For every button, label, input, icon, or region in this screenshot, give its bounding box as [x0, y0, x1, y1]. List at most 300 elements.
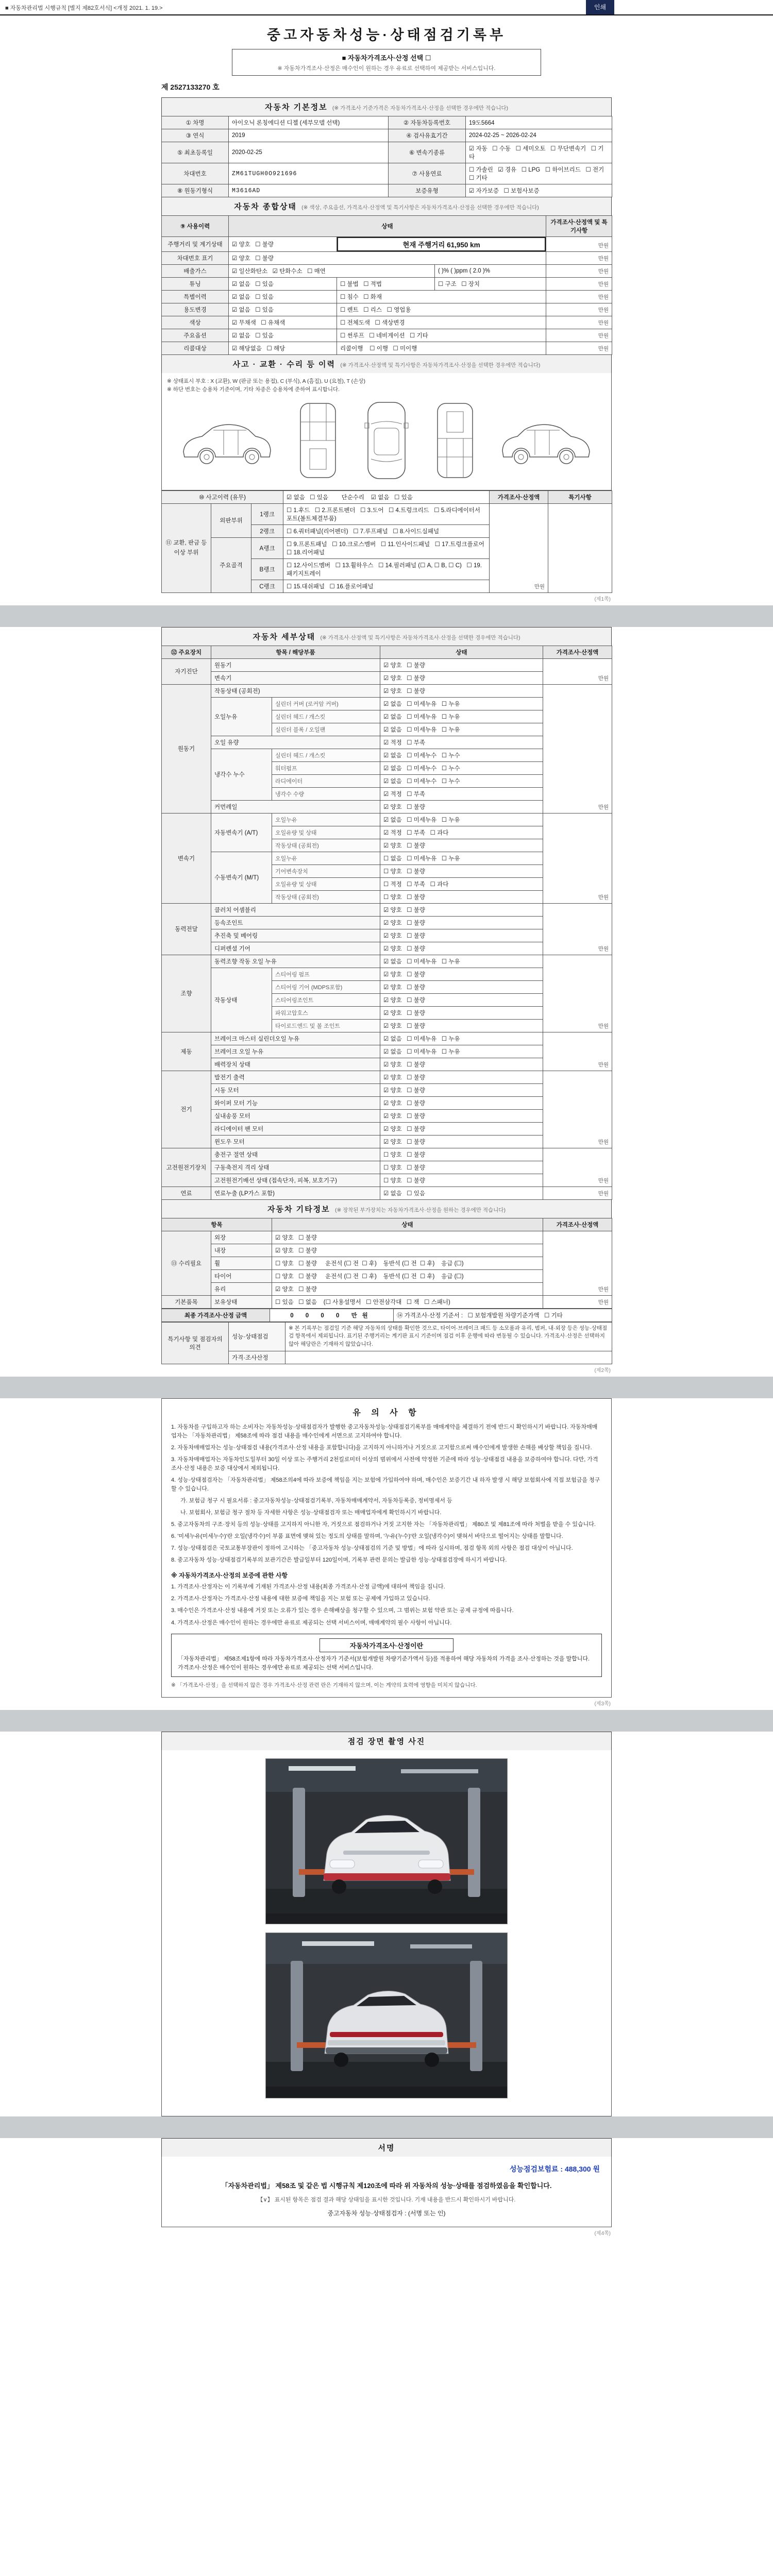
cell: 와이퍼 모터 기능	[211, 1096, 380, 1109]
section-title-detail	[161, 627, 612, 646]
etc-info-table	[161, 1218, 612, 1309]
notice-tail-note: ※ 「가격조사·산정」을 선택하지 않은 경우 가격조사·산정 관련 란은 기재하지 않으며, 이는 계약의 효력에 영향을 미치지 않습니다.	[171, 1682, 477, 1688]
cell: 만원	[546, 316, 612, 329]
checkbox-group[interactable]: ☑ 적정 ☐ 부족	[380, 736, 543, 749]
cell: 오일 유량	[211, 736, 380, 749]
checkbox-group[interactable]: ☐ 없음 ☐ 미세누유 ☐ 누유	[380, 852, 543, 865]
cell: 고전원전기장치	[162, 1148, 211, 1187]
inspection-photo-rear	[265, 1933, 508, 2098]
cell: 브레이크 마스터 실린더오일 누유	[211, 1032, 380, 1045]
cell: 최종 가격조사·산정 금액	[162, 1309, 270, 1321]
cell: ⑦ 사용연료	[389, 163, 466, 184]
section-title-note: (※ 장착된 부가장치는 자동차가격조사·산정을 원하는 경우에만 적습니다)	[335, 1207, 506, 1213]
inspection-record-page4	[161, 1732, 612, 2116]
notice-sub-item: 4. 가격조사·산정은 매수인이 원하는 경우에만 유료로 제공되는 선택 서비스이며, 매매계약의 필수 사항이 아닙니다.	[171, 1619, 452, 1626]
cell: 작동상태 (공회전)	[272, 839, 380, 852]
page-separator	[0, 605, 773, 627]
cell: ⑤ 최초등록일	[162, 142, 229, 163]
cell: 만원	[543, 1295, 612, 1308]
cell: 라디에이터 팬 모터	[211, 1122, 380, 1135]
cell: 조향	[162, 955, 211, 1032]
fuel-type-checkboxes[interactable]: ☐ 가솔린 ☑ 경유 ☐ LPG ☐ 하이브리드 ☐ 전기 ☐ 기타	[466, 163, 612, 184]
checkbox-group[interactable]: ☑ 양호 ☐ 불량	[380, 1006, 543, 1019]
section-title-accident	[161, 355, 612, 373]
tuning-exist-checkboxes[interactable]: ☑ 없음 ☐ 있음	[229, 278, 337, 291]
price-appraisal-option-box	[232, 49, 541, 76]
special-history-kind-checkboxes[interactable]: ☐ 침수 ☐ 화재	[337, 291, 546, 303]
notice-item: 가. 보험금 청구 시 필요서류 : 중고자동차성능·상태점검기록부, 자동차매매계약서, 자동차등록증, 정비명세서 등	[180, 1498, 452, 1504]
checkbox-group[interactable]: ☑ 없음 ☐ 미세누유 ☐ 누유	[380, 697, 543, 710]
checkbox-group[interactable]: ☑ 양호 ☐ 불량	[380, 1083, 543, 1096]
cell: 주행거리 및 계기상태	[162, 237, 229, 252]
checkbox-group[interactable]: ☐ 양호 ☐ 불량	[380, 865, 543, 877]
checkbox-group[interactable]: ☑ 양호 ☐ 불량	[380, 980, 543, 993]
section-title-text: 점검 장면 촬영 사진	[347, 1737, 426, 1746]
numbering-legend: ※ 하단 번호는 승용차 기준이며, 기타 차종은 승용차에 준하여 표시합니다.	[167, 386, 340, 393]
cell: 만원	[543, 1032, 612, 1071]
cell: 스티어링조인트	[272, 993, 380, 1006]
cell: 실내송풍 모터	[211, 1109, 380, 1122]
notice-title: 유 의 사 항	[352, 1408, 421, 1417]
cell: 만원	[543, 1148, 612, 1187]
checkbox-group[interactable]: ☐ 적정 ☐ 부족 ☐ 과다	[380, 877, 543, 890]
appraiser-comment	[285, 1351, 612, 1364]
cell: 만원	[543, 1071, 612, 1148]
cell: 항목 / 해당부품	[211, 646, 380, 658]
selfdiag-engine-checkboxes[interactable]: ☑ 양호 ☐ 불량	[380, 658, 543, 671]
cell: 휠	[211, 1257, 272, 1269]
section-title-text: 자동차 기본정보	[264, 103, 328, 112]
inspection-record-document	[161, 15, 612, 605]
cell: 작동상태 (공회전)	[211, 684, 380, 697]
vin-number: ZM61TUGH0O921696	[229, 163, 389, 184]
cell: 실린더 커버 (로커암 커버)	[272, 697, 380, 710]
cell: 상태	[380, 646, 543, 658]
checkbox-group[interactable]: ☑ 양호 ☐ 불량	[380, 993, 543, 1006]
cell: 만원	[546, 329, 612, 342]
car-diagram-row	[167, 394, 606, 488]
cell: 추진축 및 베어링	[211, 929, 380, 942]
car-diagram-top-view	[361, 399, 412, 482]
cell: 연료누출 (LP가스 포함)	[211, 1187, 380, 1199]
cell: 등속조인트	[211, 916, 380, 929]
car-diagram-rear-underbody	[429, 399, 481, 482]
cell: 실린더 블록 / 오일팬	[272, 723, 380, 736]
cell: 발전기 출력	[211, 1071, 380, 1083]
cell: 가격조사·산정액	[490, 490, 548, 503]
checkbox-group[interactable]: ☑ 없음 ☐ 미세누유 ☐ 누유	[380, 723, 543, 736]
cell: 성능·상태점검	[229, 1322, 285, 1351]
cell: 변속기	[211, 671, 380, 684]
cell: 만원	[543, 813, 612, 903]
section-title-text: 사고 · 교환 · 수리 등 이력	[232, 360, 335, 369]
checkbox-group[interactable]: ☐ 양호 ☐ 불량 운전석 (☐ 전 ☐ 후) 동반석 (☐ 전 ☐ 후) 응급 (☐)	[272, 1269, 543, 1282]
cell: 만원	[546, 342, 612, 355]
cell: 리콜대상	[162, 342, 229, 355]
print-button[interactable]: 인쇄	[586, 0, 614, 14]
cell: B랭크	[251, 558, 283, 580]
accident-history-checkboxes[interactable]: ☑ 없음 ☐ 있음 단순수리 ☑ 없음 ☐ 있음	[283, 490, 490, 503]
page-marker: (제1쪽)	[594, 596, 611, 602]
inspection-photo-front	[265, 1758, 508, 1924]
cell: ④ 검사유효기간	[389, 129, 466, 142]
inspection-valid-period: 2024-02-25 ~ 2026-02-24	[466, 129, 612, 142]
price-appraisal-definition-box	[171, 1634, 602, 1677]
tuning-legal-checkboxes[interactable]: ☐ 불법 ☐ 적법	[337, 278, 435, 291]
cell: ⑫ 주요장치	[162, 646, 211, 658]
cell: 구동축전지 격리 상태	[211, 1161, 380, 1174]
panel-rank2-checkboxes[interactable]: ☐ 6.쿼터패널(리어펜더) ☐ 7.루프패널 ☐ 8.사이드실패널	[283, 524, 490, 537]
cell: 스티어링 펌프	[272, 968, 380, 980]
checkbox-group[interactable]: ☑ 양호 ☐ 불량	[380, 929, 543, 942]
car-name: 아이오닉 론칭에디션 디젤 (세부모델 선택)	[229, 116, 389, 129]
notice-sub-item: 3. 매수인은 가격조사·산정 내용에 거짓 또는 오류가 있는 경우 손해배상을 청구할 수 있으며, 그 범위는 보험 약관 또는 공제 규정에 따릅니다.	[171, 1607, 514, 1614]
frame-rankB-checkboxes[interactable]: ☐ 12.사이드멤버 ☐ 13.휠하우스 ☐ 14.필러패널 (☐ A, ☐ B, ☐ C) ☐ 19.패키지트레이	[283, 558, 490, 580]
checkbox-group[interactable]: ☑ 양호 ☐ 불량	[380, 1109, 543, 1122]
checkbox-group[interactable]: ☐ 양호 ☐ 불량	[380, 1148, 543, 1161]
cell: 1랭크	[251, 503, 283, 524]
cell: ② 자동차등록번호	[389, 116, 466, 129]
cell: 만원	[546, 291, 612, 303]
cell: 오일누유	[272, 852, 380, 865]
checkbox-group[interactable]: ☑ 양호 ☐ 불량	[380, 1071, 543, 1083]
first-registration-date: 2020-02-25	[229, 142, 389, 163]
page-marker: (제4쪽)	[594, 2230, 611, 2236]
cell: 만원	[543, 955, 612, 1032]
cell: 원동기	[211, 658, 380, 671]
cell: A랭크	[251, 537, 283, 558]
checkbox-group[interactable]: ☐ 양호 ☐ 불량	[380, 1174, 543, 1187]
cell: 오일누유	[272, 813, 380, 826]
checkbox-group[interactable]: ☑ 양호 ☐ 불량	[380, 1122, 543, 1135]
cell: ① 차명	[162, 116, 229, 129]
cell: 튜닝	[162, 278, 229, 291]
price-appraisal-option-note: ※ 자동차가격조사·산정은 매수인이 원하는 경우 유료로 선택하여 제공받는 서비스입니다.	[277, 65, 496, 72]
cell: 만원	[543, 684, 612, 813]
frame-rankC-checkboxes[interactable]: ☐ 15.대쉬패널 ☐ 16.플로어패널	[283, 580, 490, 592]
cell: 차대번호 표기	[162, 252, 229, 265]
cell: 냉각수 누수	[211, 749, 272, 800]
cell: 동력전달	[162, 903, 211, 955]
notice-item: 2. 자동차매매업자는 성능·상태점검 내용(가격조사·산정 내용을 포함합니다)을 고지하지 아니하거나 거짓으로 고지함으로써 매수인에게 발생한 손해를 배상할 책임을 집니다.	[171, 1444, 592, 1451]
cell: ③ 연식	[162, 129, 229, 142]
cell: 차대번호	[162, 163, 229, 184]
warranty-type-checkboxes[interactable]: ☑ 자가보증 ☐ 보험사보증	[466, 184, 612, 197]
notice-item: 8. 중고자동차 성능·상태점검기록부의 보관기간은 발급일부터 120일이며, 기록부 관련 문의는 발급한 성능·상태점검장에 하시기 바랍니다.	[171, 1557, 507, 1564]
notice-section	[161, 1398, 612, 1698]
cell: 실린더 헤드 / 개스킷	[272, 749, 380, 761]
cell: 브레이크 오일 누유	[211, 1045, 380, 1058]
odometer-state-checkboxes[interactable]: ☑ 양호 ☐ 불량	[229, 237, 337, 252]
checkbox-group[interactable]: ☑ 양호 ☐ 불량	[380, 903, 543, 916]
basic-info-table	[161, 116, 612, 197]
cell: 외판부위	[211, 503, 251, 537]
options-exist-checkboxes[interactable]: ☑ 없음 ☐ 있음	[229, 329, 337, 342]
cell: 작동상태	[211, 968, 272, 1032]
checkbox-group[interactable]: ☑ 적정 ☐ 부족	[380, 787, 543, 800]
car-diagram-right-side	[498, 410, 596, 471]
recall-done-checkboxes[interactable]: 리콜이행 ☐ 이행 ☐ 미이행	[337, 342, 546, 355]
cell: 연료	[162, 1187, 211, 1199]
cell: 만원	[543, 903, 612, 955]
detail-condition-table	[161, 646, 612, 1200]
cell: 주요골격	[211, 537, 251, 592]
cell: 기어변속장치	[272, 865, 380, 877]
section-title-note: (※ 가격조사·산정액 및 특기사항은 자동차가격조사·산정을 선택한 경우에만 적습니다)	[320, 634, 520, 641]
engine-model: M3616AD	[229, 184, 389, 197]
inspection-record-page2	[161, 627, 612, 1377]
page-marker: (제3쪽)	[594, 1701, 611, 1707]
cell: 가격조사·산정액 및 특기사항	[546, 216, 612, 237]
notice-sub-item-list	[171, 1583, 602, 1627]
cell: 만원	[543, 658, 612, 684]
repaint-checkboxes[interactable]: ☐ 전체도색 ☐ 색상변경	[337, 316, 546, 329]
checkbox-group[interactable]: ☑ 없음 ☐ 미세누수 ☐ 누수	[380, 774, 543, 787]
frame-rankA-checkboxes[interactable]: ☐ 9.프론트패널 ☐ 10.크로스멤버 ☐ 11.인사이드패널 ☐ 17.트렁크플로어 ☐ 18.리어패널	[283, 537, 490, 558]
section-title-basic-info	[161, 97, 612, 116]
cell: 내장	[211, 1244, 272, 1257]
cell: 작동상태 (공회전)	[272, 890, 380, 903]
checkbox-group[interactable]: ☑ 적정 ☐ 부족 ☐ 과다	[380, 826, 543, 839]
usage-change-checkboxes[interactable]: ☑ 없음 ☐ 있음	[229, 303, 337, 316]
cell: 실린더 헤드 / 개스킷	[272, 710, 380, 723]
cell: 만원	[546, 237, 612, 252]
cell: 색상	[162, 316, 229, 329]
overall-condition-table	[161, 215, 612, 355]
usage-change-kind-checkboxes[interactable]: ☐ 렌트 ☐ 리스 ☐ 영업용	[337, 303, 546, 316]
section-title-photos	[161, 1732, 612, 1750]
cell: 만원	[546, 265, 612, 278]
price-appraisal-definition-title: 자동차가격조사·산정이란	[320, 1638, 453, 1652]
options-kind-checkboxes[interactable]: ☐ 썬루프 ☐ 네비게이션 ☐ 기타	[337, 329, 546, 342]
cell: ⑬ 수리필요	[162, 1231, 211, 1295]
emission-checkboxes[interactable]: ☑ 일산화탄소 ☑ 탄화수소 ☐ 매연	[229, 265, 435, 278]
cell: 항목	[162, 1218, 272, 1231]
fee-value: 488,300 원	[564, 2164, 600, 2173]
cell: 만원	[543, 1231, 612, 1295]
cell: 타이로드엔드 및 볼 조인트	[272, 1019, 380, 1032]
checkbox-group[interactable]: ☑ 없음 ☐ 미세누유 ☐ 누유	[380, 813, 543, 826]
color-type-checkboxes[interactable]: ☑ 무채색 ☐ 유채색	[229, 316, 337, 329]
page-separator	[0, 2116, 773, 2138]
cell: 타이어	[211, 1269, 272, 1282]
tuning-kind-checkboxes[interactable]: ☐ 구조 ☐ 장치	[435, 278, 546, 291]
checkbox-group[interactable]: ☑ 양호 ☐ 불량	[380, 968, 543, 980]
transmission-type-checkboxes[interactable]: ☑ 자동 ☐ 수동 ☐ 세미오토 ☐ 무단변속기 ☐ 기타	[466, 142, 612, 163]
cell: ⑥ 변속기종류	[389, 142, 466, 163]
notice-item: 1. 자동차를 구입하고자 하는 소비자는 자동차성능·상태점검자가 발행한 중고자동차성능·상태점검기록부를 매매계약을 체결하기 전에 반드시 확인하시기 바랍니다. 자동차매매업자는 「자동차관리법」 제58조에 따라 점검 내용을 매수인에게 서면으로 고지하여야 합니다.	[171, 1423, 598, 1439]
cell: 2랭크	[251, 524, 283, 537]
cell: 특기사항	[548, 490, 612, 503]
checkbox-group[interactable]: ☑ 없음 ☐ 미세누유 ☐ 누유	[380, 955, 543, 968]
page-marker: (제2쪽)	[594, 1367, 611, 1374]
checkbox-group[interactable]: ☑ 양호 ☐ 불량	[380, 916, 543, 929]
inspector-signature-line[interactable]: 중고자동차 성능·상태점검자 : (서명 또는 인)	[327, 2209, 446, 2217]
checkbox-group[interactable]: ☐ 있음 ☐ 없음 (☐ 사용설명서 ☐ 안전삼각대 ☐ 잭 ☐ 스패너)	[272, 1295, 543, 1308]
panel-rank1-checkboxes[interactable]: ☐ 1.후드 ☐ 2.프론트펜더 ☐ 3.도어 ☐ 4.트렁크리드 ☐ 5.라디에이터서포트(볼트체결부품)	[283, 503, 490, 524]
top-strip	[0, 0, 773, 15]
notice-item: 4. 성능·상태점검자는 「자동차관리법」 제58조의4에 따라 보증에 책임을 지는 보험에 가입하여야 하며, 매수인은 보증기간 내 하자 발생 시 해당 보험회사에 직접 보험금을 청구할 수 있습니다.	[171, 1477, 600, 1493]
accident-remark-cell	[548, 503, 612, 592]
accident-history-table	[161, 490, 612, 593]
checkbox-group[interactable]: ☑ 없음 ☐ 미세누유 ☐ 누유	[380, 710, 543, 723]
checkbox-group[interactable]: ☑ 없음 ☐ 미세누수 ☐ 누수	[380, 749, 543, 761]
cell: 디퍼렌셜 기어	[211, 942, 380, 955]
cell: 전기	[162, 1071, 211, 1148]
notice-item: 5. 중고자동차의 구조·장치 등의 성능·상태를 고지하지 아니한 자, 거짓으로 점검하거나 거짓 고지한 자는 「자동차관리법」 제80조 및 제81조에 따라 처벌을 받을 수 있습니다.	[171, 1521, 596, 1528]
section-title-text: 서명	[378, 2143, 395, 2153]
cell: 만원	[490, 503, 548, 592]
cell: 스티어링 기어 (MDPS포함)	[272, 980, 380, 993]
section-title-text: 자동차 종합상태	[234, 202, 297, 211]
cell: 보유상태	[211, 1295, 272, 1308]
checkbox-group[interactable]: ☑ 양호 ☐ 불량	[272, 1244, 543, 1257]
cell: 시동 모터	[211, 1083, 380, 1096]
vin-mark-checkboxes[interactable]: ☑ 양호 ☐ 불량	[229, 252, 546, 265]
checkbox-group[interactable]: ☑ 양호 ☐ 불량	[380, 1096, 543, 1109]
section-title-text: 자동차 세부상태	[253, 632, 316, 641]
checkbox-group[interactable]: ☑ 양호 ☐ 불량	[380, 1019, 543, 1032]
checkbox-group[interactable]: ☑ 양호 ☐ 불량	[380, 800, 543, 813]
checkbox-group[interactable]: ☑ 양호 ☐ 불량	[380, 839, 543, 852]
cell: 클러치 어셈블리	[211, 903, 380, 916]
checkbox-group[interactable]: ☑ 없음 ☐ 있음	[380, 1187, 543, 1199]
form-reference-note: ■ 자동차관리법 시행규칙 [별지 제82호서식] <개정 2021. 1. 19.>	[5, 5, 163, 11]
cell: 변속기	[162, 813, 211, 903]
current-mileage: 현재 주행거리 61,950 km	[337, 237, 546, 252]
cell: 용도변경	[162, 303, 229, 316]
cell: ⑩ 사고이력 (유무)	[162, 490, 283, 503]
checkbox-group[interactable]: ☑ 양호 ☐ 불량	[380, 1135, 543, 1148]
checkbox-group[interactable]: ☑ 없음 ☐ 미세누수 ☐ 누수	[380, 761, 543, 774]
cell: 오일유량 및 상태	[272, 826, 380, 839]
checkbox-group[interactable]: ☑ 양호 ☐ 불량	[380, 684, 543, 697]
section-title-signature	[161, 2138, 612, 2157]
checkbox-group[interactable]: ☑ 양호 ☐ 불량	[380, 1058, 543, 1071]
cell: 워터펌프	[272, 761, 380, 774]
signature-section	[161, 2157, 612, 2227]
notice-sub-item: 1. 가격조사·산정자는 이 기록부에 기재된 가격조사·산정 내용(최종 가격조사·산정 금액)에 대하여 책임을 집니다.	[171, 1584, 445, 1590]
cell: 오일유량 및 상태	[272, 877, 380, 890]
checkbox-group[interactable]: ☐ 양호 ☐ 불량 운전석 (☐ 전 ☐ 후) 동반석 (☐ 전 ☐ 후) 응급 (☐)	[272, 1257, 543, 1269]
cell: 커먼레일	[211, 800, 380, 813]
cell: 배력장치 상태	[211, 1058, 380, 1071]
remarks-table	[161, 1322, 612, 1364]
checkbox-group[interactable]: ☑ 양호 ☐ 불량	[272, 1282, 543, 1295]
cell: 냉각수 수량	[272, 787, 380, 800]
section-title-text: 자동차 기타정보	[267, 1205, 330, 1214]
price-appraisal-definition-text: 「자동차관리법」 제58조제1항에 따라 자동차가격조사·산정자가 기준서(보험개발원 차량기준가액서 등)를 적용하여 해당 자동차의 가격을 조사·산정하는 것을 말합니다. 가격조사·산정은 매수인이 원하는 경우에만 유료로 제공되는 선택 서비스입니다.	[178, 1655, 590, 1671]
final-price-table	[161, 1309, 612, 1322]
cell: 보증유형	[389, 184, 466, 197]
cell: 윈도우 모터	[211, 1135, 380, 1148]
cell: 고전원전기배선 상태 (접속단자, 피복, 보호기구)	[211, 1174, 380, 1187]
notice-item: 3. 자동차매매업자는 자동차인도일부터 30일 이상 또는 주행거리 2천킬로미터 이상의 범위에서 사전에 약정한 기준에 따라 성능·상태점검 내용을 보증하여야 합니다. 다만, 가격조사·산정 내용은 보증 대상에서 제외됩니다.	[171, 1456, 598, 1471]
cell: 유리	[211, 1282, 272, 1295]
cell: 자기진단	[162, 658, 211, 684]
cell: 동력조향 작동 오일 누유	[211, 955, 380, 968]
emission-values: ( )% ( )ppm ( 2.0 )%	[435, 265, 546, 278]
cell: 만원	[546, 278, 612, 291]
checkbox-group[interactable]: ☑ 양호 ☐ 불량	[380, 942, 543, 955]
notice-sub-item: 2. 가격조사·산정자는 가격조사·산정 내용에 대한 보증에 책임을 지는 보험 또는 공제에 가입하고 있습니다.	[171, 1596, 430, 1602]
cell: 원동기	[162, 684, 211, 813]
section-title-note: (※ 색상, 주요옵션, 가격조사·산정액 및 특기사항은 자동차가격조사·산정을 선택한 경우에만 적습니다)	[301, 205, 539, 211]
price-appraisal-option-checkbox[interactable]: ■ 자동차가격조사·산정 선택 ☐	[342, 54, 431, 62]
document-number: 제 2527133270 호	[161, 83, 220, 91]
cell: ⑧ 원동기형식	[162, 184, 229, 197]
cell: 수동변속기 (M/T)	[211, 852, 272, 903]
cell: 기본품목	[162, 1295, 211, 1308]
document-header	[161, 15, 612, 97]
cell: 파워고압호스	[272, 1006, 380, 1019]
cell: 배출가스	[162, 265, 229, 278]
notice-item-list	[171, 1423, 602, 1565]
notice-item: 6. '미세누유(미세누수)'란 오일(냉각수)이 부품 표면에 맺혀 있는 정도의 상태를 말하며, '누유(누수)'란 오일(냉각수)이 맺혀서 바닥으로 떨어지는 상태를 말합니다.	[171, 1533, 563, 1540]
checkbox-group[interactable]: ☐ 양호 ☐ 불량	[380, 1161, 543, 1174]
cell: 만원	[546, 252, 612, 265]
state-code-legend: ※ 상태표시 부호 : X (교환), W (판금 또는 용접), C (부식), A (흠집), U (요철), T (손상)	[167, 378, 365, 384]
exchange-repair-label: ⑪ 교환, 판금 등 이상 부위	[162, 503, 211, 592]
page-separator	[0, 1377, 773, 1398]
recall-target-checkboxes[interactable]: ☑ 해당없음 ☐ 해당	[229, 342, 337, 355]
section-title-overall	[161, 197, 612, 215]
notice-item: 7. 성능·상태점검은 국토교통부장관이 정하여 고시하는 「중고자동차 성능·상태점검의 기준 및 방법」에 따라 실시하며, 점검 항목 외의 사항은 점검 대상이 아닙니다.	[171, 1545, 573, 1552]
inspection-photo-section	[161, 1750, 612, 2116]
cell: 외장	[211, 1231, 272, 1244]
section-title-note: (※ 가격조사 기준가격은 자동차가격조사·산정을 선택한 경우에만 적습니다)	[332, 105, 509, 111]
cell: 만원	[543, 1187, 612, 1199]
fee-label: 성능점검보험료 :	[509, 2164, 563, 2173]
cell: 가격·조사산정	[229, 1351, 285, 1364]
inspection-record-page5	[161, 2138, 612, 2240]
cell: 특별이력	[162, 291, 229, 303]
check-mark-note: 【∨】 표시된 항목은 점검 결과 해당 상태임을 표시한 것입니다. 기재 내용을 반드시 확인하시기 바랍니다.	[257, 2196, 516, 2203]
remarks-label: 특기사항 및 점검자의 의견	[162, 1322, 229, 1364]
notice-item: 나. 보험회사, 보험금 청구 절차 등 자세한 사항은 성능·상태점검자 또는 매매업자에게 확인하시기 바랍니다.	[180, 1510, 442, 1516]
accident-diagram-box	[161, 373, 612, 490]
cell: 자동변속기 (A/T)	[211, 813, 272, 852]
selfdiag-transmission-checkboxes[interactable]: ☑ 양호 ☐ 불량	[380, 671, 543, 684]
special-history-checkboxes[interactable]: ☑ 없음 ☐ 있음	[229, 291, 337, 303]
page-title: 중고자동차성능·상태점검기록부	[266, 27, 507, 43]
checkbox-group[interactable]: ☑ 양호 ☐ 불량	[272, 1231, 543, 1244]
cell: 오일누유	[211, 697, 272, 736]
car-diagram-left-side	[177, 410, 275, 471]
section-title-etc	[161, 1200, 612, 1218]
page-separator	[0, 1710, 773, 1732]
final-price-value: 0 0 0 0 만원	[270, 1309, 394, 1321]
confirmation-statement: 「자동차관리법」 제58조 및 같은 법 시행규칙 제120조에 따라 위 자동차의 성능·상태를 점검하였음을 확인합니다.	[221, 2181, 552, 2190]
section-title-note: (※ 가격조사·산정액 및 특기사항은 자동차가격조사·산정을 선택한 경우에만 적습니다)	[340, 362, 541, 368]
checkbox-group[interactable]: ☐ 양호 ☐ 불량	[380, 890, 543, 903]
cell: 라디에이터	[272, 774, 380, 787]
inspection-record-page3	[161, 1398, 612, 1710]
cell: 가격조사·산정액	[543, 1218, 612, 1231]
cell: 주요옵션	[162, 329, 229, 342]
cell: 상태	[229, 216, 546, 237]
cell: 상태	[272, 1218, 543, 1231]
inspector-comment: ※ 본 기록부는 점검일 기준 해당 자동차의 상태를 확인한 것으로, 타이어·브레이크 패드 등 소모품과 유리, 범퍼, 내·외장 등은 성능·상태점검 항목에서 제외됩니다. 표기된 주행거리는 계기판 표시 기준이며 점검 이후 운행에 따라 변동될 수 있습니다. 가격조사·산정은 선택하지 않아 해당란은 기재하지 않았습니다.	[285, 1322, 612, 1351]
cell: 만원	[546, 303, 612, 316]
cell: 충전구 절연 상태	[211, 1148, 380, 1161]
price-basis-checkboxes[interactable]: ⑭ 가격조사·산정 기준서 : ☐ 보험개발원 차량기준가액 ☐ 기타	[394, 1309, 612, 1321]
model-year: 2019	[229, 129, 389, 142]
inspection-insurance-fee	[173, 2164, 600, 2174]
checkbox-group[interactable]: ☑ 없음 ☐ 미세누유 ☐ 누유	[380, 1032, 543, 1045]
notice-subsection-title: ※ 자동차가격조사·산정의 보증에 관한 사항	[171, 1572, 288, 1580]
checkbox-group[interactable]: ☑ 없음 ☐ 미세누유 ☐ 누유	[380, 1045, 543, 1058]
